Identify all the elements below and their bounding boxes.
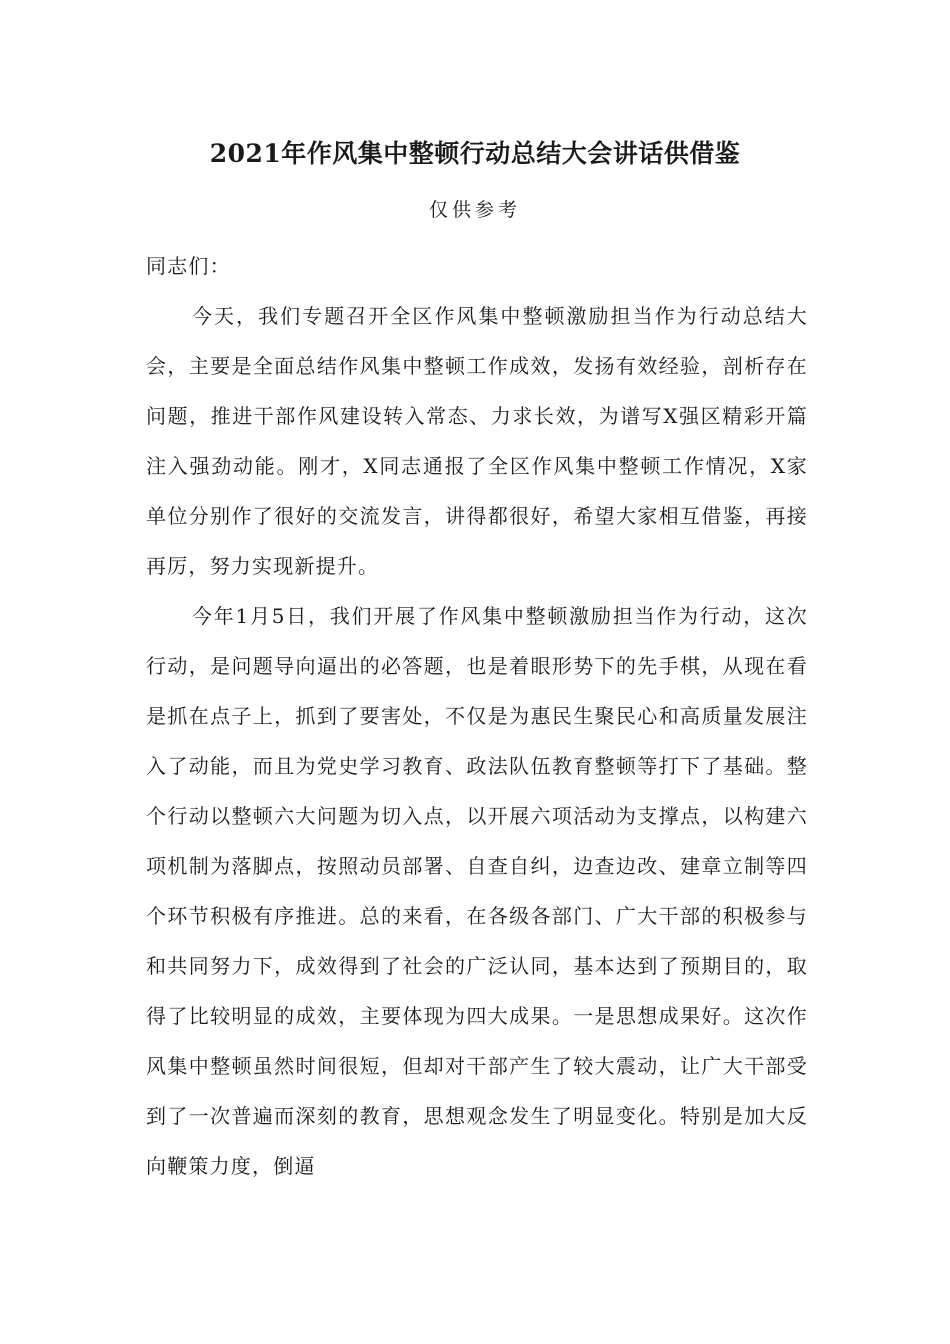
document-body	[146, 241, 808, 1191]
paragraph-1: 今天，我们专题召开全区作风集中整顿激励担当作为行动总结大会，主要是全面总结作风集中整顿工作成效，发扬有效经验，剖析存在问题，推进干部作风建设转入常态、力求长效，为谱写X强区精彩开篇注入强劲动能。刚才，X同志通报了全区作风集中整顿工作情况，X家单位分别作了很好的交流发言，讲得都很好，希望大家相互借鉴，再接再厉，努力实现新提升。	[146, 304, 808, 578]
paragraph-2: 今年1月5日，我们开展了作风集中整顿激励担当作为行动，这次行动，是问题导向逼出的必答题，也是着眼形势下的先手棋，从现在看是抓在点子上，抓到了要害处，不仅是为惠民生聚民心和高质量发展注入了动能，而且为党史学习教育、政法队伍教育整顿等打下了基础。整个行动以整顿六大问题为切入点，以开展六项活动为支撑点，以构建六项机制为落脚点，按照动员部署、自查自纠，边查边改、建章立制等四个环节积极有序推进。总的来看，在各级各部门、广大干部的积极参与和共同努力下，成效得到了社会的广泛认同，基本达到了预期目的，取得了比较明显的成效，主要体现为四大成果。一是思想成果好。这次作风集中整顿虽然时间很短，但却对干部产生了较大震动，让广大干部受到了一次普遍而深刻的教育，思想观念发生了明显变化。特别是加大反向鞭策力度，倒逼	[146, 604, 808, 1178]
salutation: 同志们：	[146, 254, 231, 278]
document-subtitle: 仅供参考	[428, 199, 521, 221]
document-title: 2021年作风集中整顿行动总结大会讲话供借鉴	[209, 139, 741, 168]
